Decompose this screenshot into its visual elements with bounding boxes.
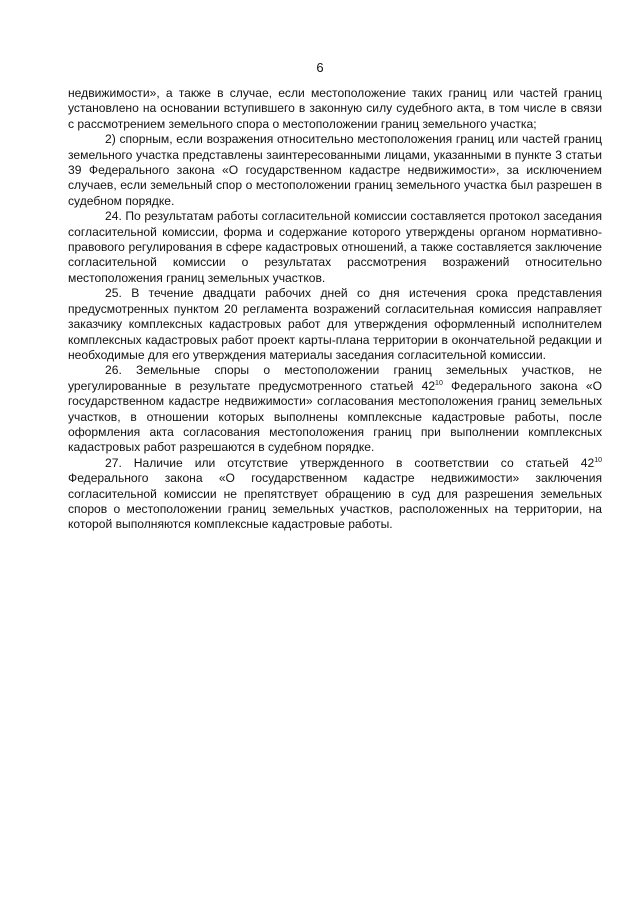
paragraph-27 (68, 456, 602, 533)
page-number: 6 (316, 60, 324, 75)
article-superscript: 10 (594, 456, 602, 464)
paragraph-26-text-start: 26. Земельные споры о местоположении границ земельных участков, не урегулированные в результате предусмотренного статьей 42 (68, 363, 602, 393)
paragraph-item-2: 2) спорным, если возражения относительно местоположения границ или частей границ земельного участка представлены заинтересованными лицами, указанными в пункте 3 статьи 39 Федерального закона «О государственном кадастре недвижимости», за исключением случаев, если земельный спор о местоположении границ земельного участка был разрешен в судебном порядке. (68, 132, 602, 208)
paragraph-27-text-end: Федерального закона «О государственном кадастре недвижимости» заключения согласительной комиссии не препятствует обращению в суд для разрешения земельных споров о местоположении границ земельных участков, расположенных на территории, на которой выполняются комплексные кадастровые работы. (68, 471, 602, 532)
paragraph-24: 24. По результатам работы согласительной комиссии составляется протокол заседания согласительной комиссии, форма и содержание которого утверждены органом нормативно-правового регулирования в сфере кадастровых отношений, а также составляется заключение согласительной комиссии о результатах рассмотрения возражений относительно местоположения границ земельных участков. (68, 209, 602, 285)
paragraph-27-text-start: 27. Наличие или отсутствие утвержденного в соответствии со статьей 42 (105, 455, 595, 470)
paragraph-26-text-end: Федерального закона «О государственном кадастре недвижимости» согласования местоположения границ земельных участков, в отношении которых выполнены комплексные кадастровые работы, после оформления акта согласования местоположения границ при выполнении комплексных кадастровых работ разрешаются в судебном порядке. (68, 378, 602, 455)
paragraph-25: 25. В течение двадцати рабочих дней со дня истечения срока представления предусмотренных пунктом 20 регламента возражений согласительная комиссия направляет заказчику комплексных кадастровых работ для утверждения оформленный исполнителем комплексных кадастровых работ проект карты-плана территории в окончательной редакции и необходимые для его утверждения материалы заседания согласительной комиссии. (68, 286, 602, 362)
paragraph-26 (68, 363, 602, 455)
paragraph-continuation: недвижимости», а также в случае, если местоположение таких границ или частей границ установлено на основании вступившего в законную силу судебного акта, в том числе в связи с рассмотрением земельного спора о местоположении границ земельного участка; (68, 86, 602, 131)
article-superscript: 10 (435, 379, 443, 387)
document-body (68, 86, 602, 533)
